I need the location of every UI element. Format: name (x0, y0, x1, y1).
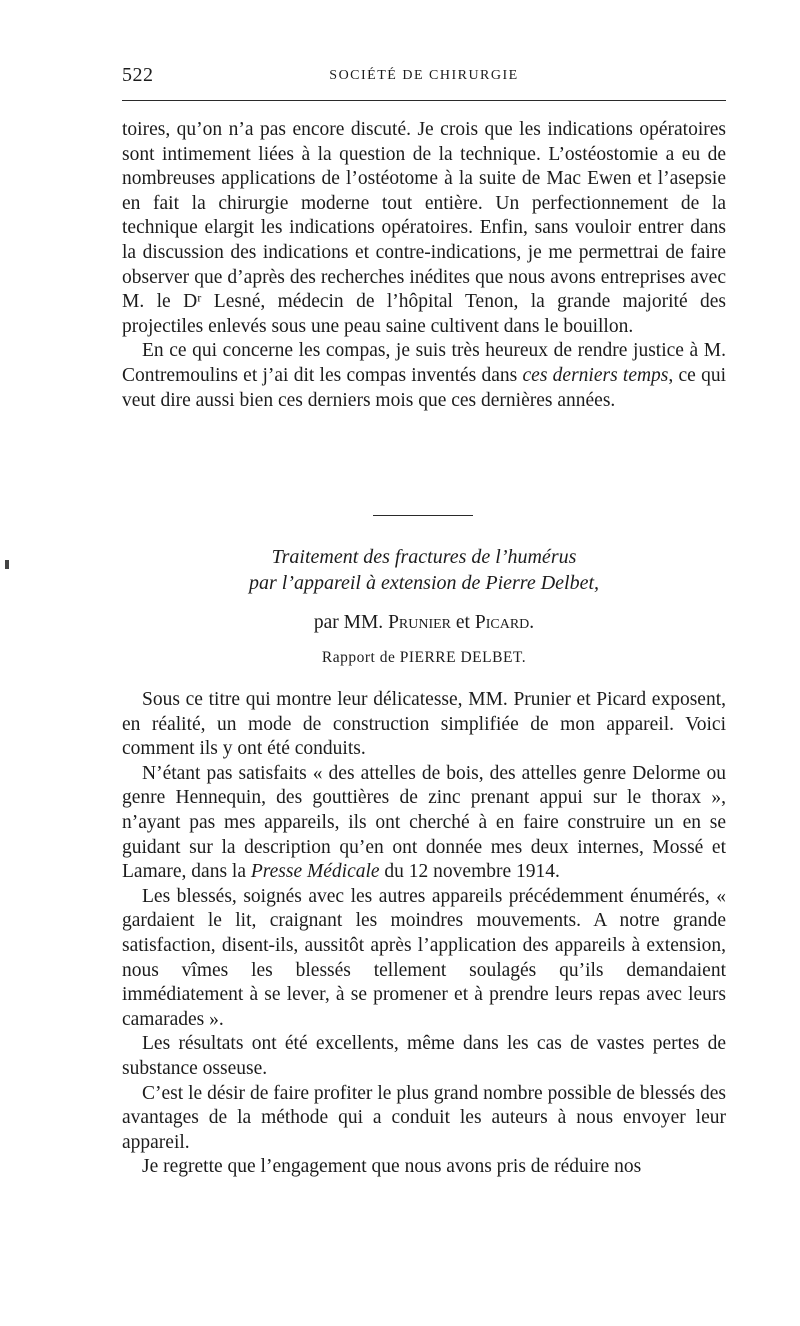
article-title-line: Traitement des fractures de l’humérus (271, 546, 577, 568)
page-header (122, 64, 726, 92)
article-title-line: par l’appareil à extension de Pierre Delbet, (248, 572, 600, 594)
text-run: En ce qui concerne les compas, je suis très heureux de rendre justice à M. Contremoulins et j’ai dit les compas inventés dans (122, 340, 726, 386)
italic-phrase: Presse Médicale (250, 861, 380, 883)
authors-and: et (451, 612, 475, 633)
paragraph: Sous ce titre qui montre leur délicatesse, MM. Prunier et Picard exposent, en réalité, un mode de construction simplifiée de mon appareil. Voici comment ils y ont été conduits. (122, 689, 726, 760)
paragraph (122, 762, 726, 885)
paragraph: toires, qu’on n’a pas encore discuté. Je crois que les indications opératoires sont intimement liées à la question de la technique. L’ostéostomie a eu de nombreuses applications de l’ostéotome à la suite de Mac Ewen et l’asepsie en fait la chirurgie moderne tout entière. Un perfectionnement de la technique elargit les indications opératoires. Enfin, sans vouloir entrer dans la discussion des indications et contre-indications, je me permettrai de faire observer que d’après des recherches inédites que nous avons entreprises avec M. le Dʳ Lesné, médecin de l’hôpital Tenon, la grande majorité des projectiles enlevés sous une peau saine cultivent dans le bouillon. (122, 119, 726, 337)
text-run: , ce qui veut dire aussi bien ces derniers mois que ces dernières années. (122, 364, 727, 411)
authors-suffix: . (529, 612, 535, 633)
continued-discussion-text (122, 118, 726, 413)
paragraph: Les résultats ont été excellents, même dans les cas de vastes pertes de substance osseuse. (122, 1033, 726, 1079)
running-head: SOCIÉTÉ DE CHIRURGIE (329, 68, 519, 83)
text-run: du 12 novembre 1914. (379, 861, 560, 883)
paragraph: Je regrette que l’engagement que nous avons pris de réduire nos (142, 1156, 642, 1178)
article-body-text (122, 688, 726, 1180)
authors-prefix: par MM. (313, 612, 389, 633)
paragraph: Les blessés, soignés avec les autres appareils précédemment énumérés, « gardaient le lit, craignant les moindres mouvements. A notre grande satisfaction, disent-ils, aussitôt après l’application des appareils à extension, nous vîmes les blessés tellement soulagés qu’ils demandaient immédiatement à se lever, à se promener et à prendre leurs repas avec leurs camarades ». (122, 885, 726, 1030)
author-name: Picard (474, 612, 530, 633)
article-title (122, 544, 726, 596)
section-divider (373, 515, 473, 516)
author-name: Prunier (388, 612, 452, 633)
paragraph: C’est le désir de faire profiter le plus grand nombre possible de blessés des avantages de la méthode qui a conduit les auteurs à nous envoyer leur appareil. (122, 1082, 726, 1153)
italic-phrase: ces derniers temps (522, 364, 669, 386)
page-number: 522 (122, 64, 154, 86)
paragraph (122, 339, 726, 413)
header-rule (122, 100, 726, 101)
report-byline: Rapport de PIERRE DELBET. (321, 649, 527, 666)
margin-mark (5, 560, 9, 569)
article-authors (122, 612, 726, 634)
text-run: N’étant pas satisfaits « des attelles de bois, des attelles genre Delorme ou genre Hennequin, des gouttières de zinc prenant appui sur le thorax », n’ayant pas mes appareils, ils ont cherché à en faire construire un en se guidant sur la description qu’en ont donnée mes deux internes, Mossé et Lamare, dans la (122, 762, 726, 883)
